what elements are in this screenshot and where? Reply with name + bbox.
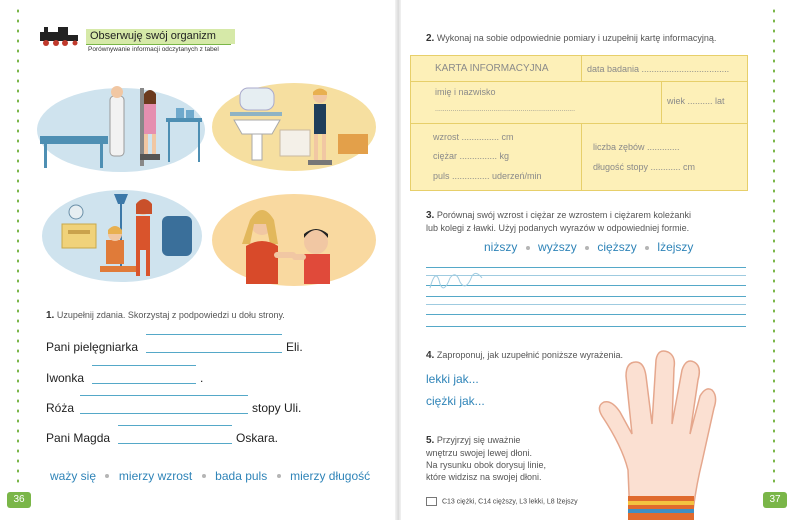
answer-line[interactable]	[92, 383, 196, 384]
card-divider	[581, 56, 582, 81]
card-foot-field[interactable]: długość stopy ............ cm	[593, 162, 696, 172]
word-bank-item: mierzy długość	[290, 469, 371, 483]
separator-dot	[202, 474, 206, 478]
answer-line[interactable]	[146, 334, 282, 335]
nurse-measuring-height-illustration	[36, 78, 206, 173]
card-name-label: imię i nazwisko	[435, 87, 496, 97]
train-icon	[38, 24, 82, 48]
separator-dot	[526, 246, 530, 250]
task4-number: 4.	[426, 350, 435, 361]
answer-line[interactable]	[118, 443, 232, 444]
task5-instruction	[426, 434, 546, 483]
handwriting-example-icon	[426, 266, 496, 294]
boy-on-scale-illustration	[210, 80, 378, 175]
dictionary-reference-text: C13 ciężki, C14 cięższy, L3 lekki, L8 lżejszy	[441, 498, 578, 506]
task2-instruction	[426, 33, 716, 44]
sentence-2-end: .	[200, 371, 204, 385]
title-rule	[86, 44, 231, 45]
word-bank-item: waży się	[50, 469, 97, 483]
task5-line: Na rysunku obok dorysuj linie,	[426, 460, 547, 470]
writing-line-guide	[426, 304, 746, 305]
separator-dot	[277, 474, 281, 478]
task3-instruction	[426, 210, 691, 221]
left-page	[0, 0, 397, 520]
separator-dot	[105, 474, 109, 478]
task5-line	[426, 434, 546, 447]
word-bank-item: mierzy wzrost	[118, 469, 193, 483]
task3-instruction-line2: lub kolegi z ławki. Użyj podanych wyrazów w odpowiedniej formie.	[426, 223, 690, 233]
writing-line[interactable]	[426, 296, 746, 297]
card-divider	[661, 81, 662, 123]
checking-pulse-illustration	[210, 190, 378, 290]
card-divider	[581, 123, 582, 190]
book-icon	[426, 497, 437, 506]
word-item: wyższy	[538, 240, 577, 254]
answer-line[interactable]	[92, 365, 196, 366]
writing-line[interactable]	[426, 314, 746, 315]
answer-line[interactable]	[80, 395, 248, 396]
separator-dot	[645, 246, 649, 250]
task5-line-text: Przyjrzyj się uważnie	[436, 435, 521, 445]
task1-instruction	[46, 310, 285, 321]
right-dotted-border	[773, 6, 775, 488]
dictionary-reference	[426, 497, 578, 506]
card-divider	[411, 123, 747, 124]
answer-line[interactable]	[146, 352, 282, 353]
word-bank-item: bada puls	[215, 469, 268, 483]
lesson-subtitle: Porównywanie informacji odczytanych z tabel	[88, 46, 219, 53]
card-height-field[interactable]: wzrost ............... cm	[433, 132, 514, 142]
card-age-field[interactable]: wiek .......... lat	[667, 96, 725, 106]
task4-instruction-text: Zaproponuj, jak uzupełnić poniższe wyrażenia.	[436, 350, 623, 360]
sentence-4-start: Pani Magda	[46, 431, 111, 445]
word-item: niższy	[484, 240, 518, 254]
task5-line: które widzisz na swojej dłoni.	[426, 472, 542, 482]
sentence-3-start: Róża	[46, 401, 75, 415]
task3-instruction-line1: Porównaj swój wzrost i ciężar ze wzrostem i ciężarem koleżanki	[436, 210, 691, 220]
page-number-right: 37	[763, 492, 787, 508]
task2-number: 2.	[426, 33, 435, 44]
answer-line[interactable]	[80, 413, 248, 414]
card-name-field[interactable]: ........................................................................	[435, 106, 576, 113]
sentence-1-start: Pani pielęgniarka	[46, 340, 139, 354]
task3-word-list	[484, 240, 693, 254]
task1-instruction-text: Uzupełnij zdania. Skorzystaj z podpowiedzi u dołu strony.	[56, 310, 285, 320]
task3-number: 3.	[426, 210, 435, 221]
card-pulse-field[interactable]: puls ............... uderzeń/min	[433, 171, 542, 181]
sentence-1-end: Eli.	[286, 340, 303, 354]
task5-line: wnętrzu swojej lewej dłoni.	[426, 448, 533, 458]
task1-word-bank	[50, 467, 370, 485]
card-weight-field[interactable]: ciężar ............... kg	[433, 151, 510, 161]
writing-line[interactable]	[426, 326, 746, 327]
card-title: KARTA INFORMACYJNA	[435, 63, 549, 74]
task1-number: 1.	[46, 310, 55, 321]
sentence-4-end: Oskara.	[236, 431, 279, 445]
lesson-title: Obserwuję swój organizm	[86, 29, 235, 44]
sentence-3-end: stopy Uli.	[252, 401, 302, 415]
task5-number: 5.	[426, 435, 435, 446]
card-teeth-field[interactable]: liczba zębów .............	[593, 142, 680, 152]
card-divider	[411, 81, 747, 82]
answer-line[interactable]	[118, 425, 232, 426]
task2-instruction-text: Wykonaj na sobie odpowiednie pomiary i uzupełnij kartę informacyjną.	[436, 33, 717, 43]
phrase-heavy-as: ciężki jak...	[426, 394, 485, 408]
word-item: lżejszy	[657, 240, 694, 254]
phrase-light-as: lekki jak...	[426, 372, 479, 386]
sentence-2-start: Iwonka	[46, 371, 85, 385]
left-hand-drawing[interactable]	[592, 350, 720, 520]
left-dotted-border	[17, 6, 19, 488]
page-number-left: 36	[7, 492, 31, 508]
info-card	[410, 55, 748, 191]
card-date-field[interactable]: data badania ...................................	[587, 64, 730, 74]
separator-dot	[585, 246, 589, 250]
word-item: cięższy	[597, 240, 637, 254]
measuring-foot-illustration	[40, 186, 204, 286]
